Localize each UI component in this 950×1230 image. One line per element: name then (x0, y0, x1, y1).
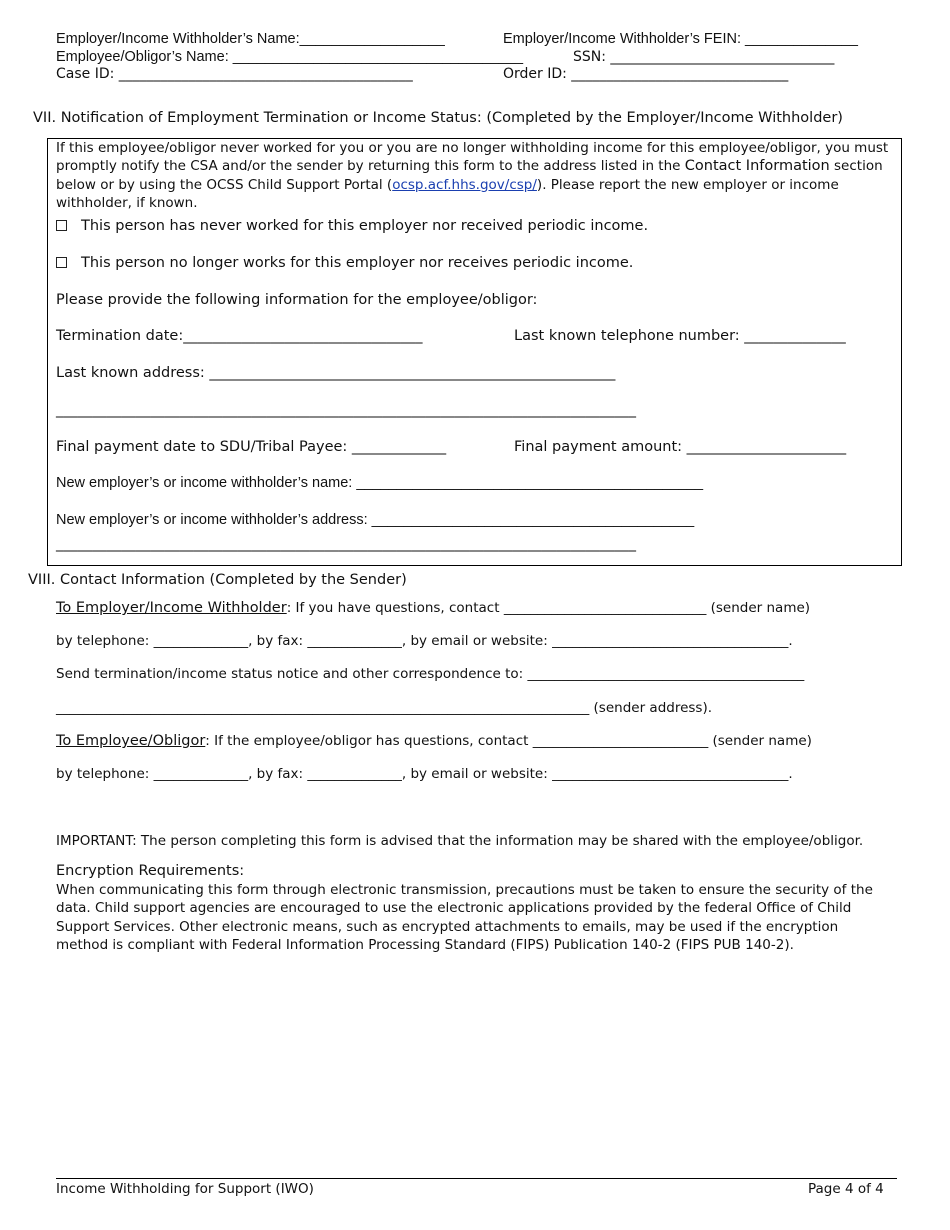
important-notice: IMPORTANT: The person completing this form is advised that the information may be shared with the employee/obligor. (56, 833, 864, 849)
ocsp-portal-link[interactable]: ocsp.acf.hhs.gov/csp/ (392, 176, 537, 193)
employee-contact-line[interactable]: To Employee/Obligor: If the employee/obligor has questions, contact __________________________ (sender name) (56, 733, 812, 749)
new-employer-address-line-2[interactable]: ________________________________________________________________________________ (56, 536, 636, 552)
final-payment-amount-field[interactable]: Final payment amount: ______________________ (514, 439, 847, 455)
employee-name-field[interactable]: Employee/Obligor’s Name: ____________________________________ (56, 49, 524, 65)
no-longer-works-option[interactable]: This person no longer works for this employer nor receives periodic income. (56, 255, 633, 271)
encryption-heading: Encryption Requirements: (56, 863, 245, 879)
encryption-body: When communicating this form through electronic transmission, precautions must be taken to ensure the security of the data. Child support agencies are encouraged to use the electronic applications provided by the federal Office of Child Support Services. Other electronic means, such as encrypted attachments to emails, may be used if the encryption method is compliant with Federal Information Processing Standard (FIPS) Publication 140-2 (FIPS PUB 140-2). (56, 882, 873, 953)
order-id-field[interactable]: Order ID: _______________________________ (503, 66, 789, 82)
employer-name-field[interactable]: Employer/Income Withholder’s Name:__________________ (56, 31, 445, 47)
footer-page-number: Page 4 of 4 (808, 1181, 884, 1197)
last-address-line-2[interactable]: ________________________________________________________________________________ (56, 402, 636, 418)
employer-contact-line[interactable]: To Employer/Income Withholder: If you have questions, contact ______________________________ (sender name) (56, 600, 811, 616)
employer-contact-methods[interactable]: by telephone: ______________, by fax: ______________, by email or website: ___________________________________. (56, 633, 793, 649)
footer-divider (56, 1178, 897, 1179)
employer-contact-heading: To Employer/Income Withholder (56, 600, 287, 616)
termination-date-field[interactable]: Termination date:_________________________________ (56, 328, 423, 344)
footer-form-name: Income Withholding for Support (IWO) (56, 1181, 314, 1197)
section-7-title: VII. Notification of Employment Termination or Income Status: (Completed by the Employer/Income Withholder) (33, 110, 843, 126)
last-phone-field[interactable]: Last known telephone number: ______________ (514, 328, 846, 344)
no-longer-works-checkbox[interactable] (56, 257, 67, 268)
send-correspondence-field[interactable]: Send termination/income status notice and other correspondence to: _________________________________________ (56, 666, 805, 682)
new-employer-address-field[interactable]: New employer’s or income withholder’s address: ________________________________________ (56, 512, 695, 528)
final-payment-date-field[interactable]: Final payment date to SDU/Tribal Payee: _____________ (56, 439, 447, 455)
ssn-field[interactable]: SSN: ________________________________ (573, 49, 835, 65)
new-employer-name-field[interactable]: New employer’s or income withholder’s name: ___________________________________________ (56, 475, 704, 491)
section-8-title: VIII. Contact Information (Completed by the Sender) (28, 572, 407, 588)
provide-info-instruction: Please provide the following information for the employee/obligor: (56, 292, 538, 308)
sender-address-field[interactable]: _______________________________________________________________________________ (sender address). (56, 700, 713, 716)
never-worked-checkbox[interactable] (56, 220, 67, 231)
employer-fein-field[interactable]: Employer/Income Withholder’s FEIN: ______________ (503, 31, 858, 47)
employee-contact-heading: To Employee/Obligor (56, 733, 206, 749)
employee-contact-methods[interactable]: by telephone: ______________, by fax: ______________, by email or website: ___________________________________. (56, 766, 793, 782)
last-address-field[interactable]: Last known address: ________________________________________________________ (56, 365, 616, 381)
never-worked-option[interactable]: This person has never worked for this employer nor received periodic income. (56, 218, 648, 234)
termination-notice: If this employee/obligor never worked for you or you are no longer withholding income for this employee/obligor, you must promptly notify the CSA and/or the sender by returning this form to the address listed in the Contact Information section below or by using the OCSS Child Support Portal (ocsp.acf.hhs.gov/csp/). Please report the new employer or income withholder, if known. (56, 140, 889, 211)
case-id-field[interactable]: Case ID: __________________________________________ (56, 66, 413, 82)
